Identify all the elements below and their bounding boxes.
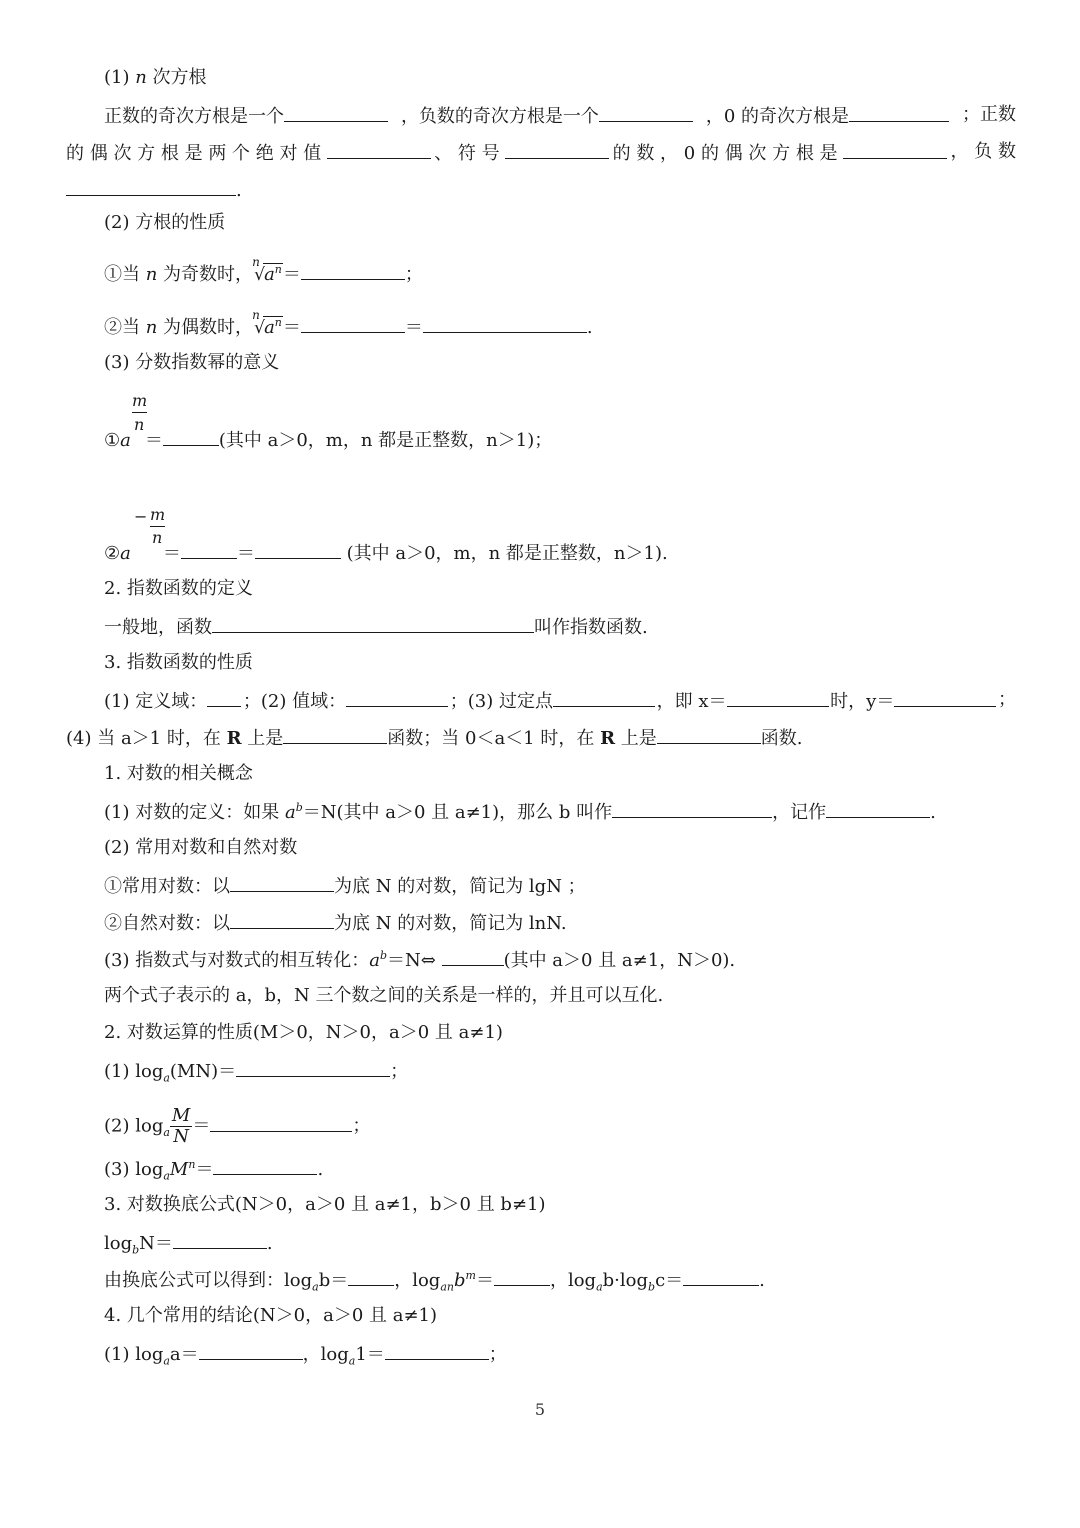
root-property-even: ②当 n 为偶数时， n √ $a^n=$ ＝ .: [104, 308, 593, 338]
blank[interactable]: [66, 178, 236, 196]
radical-expression: n √ $a^n$: [252, 255, 282, 285]
section-title-log-concepts: 1. 对数的相关概念: [104, 763, 253, 784]
blank[interactable]: [173, 1231, 267, 1249]
blank[interactable]: [301, 315, 405, 333]
exponent-denominator: n: [134, 415, 145, 434]
blank[interactable]: [553, 689, 655, 707]
blank[interactable]: [230, 911, 334, 929]
change-of-base-formula: $\log_bN=$ .: [104, 1233, 273, 1257]
blank[interactable]: [163, 428, 219, 446]
blank[interactable]: [843, 141, 947, 159]
exp-properties-line-1: (1) 定义域： ；(2) 值域： ；(3) 过定点 ，即 x＝ 时，y＝ ；: [104, 689, 1016, 712]
blank[interactable]: [212, 615, 534, 633]
blank[interactable]: [599, 104, 693, 122]
blank[interactable]: [505, 141, 609, 159]
blank[interactable]: [423, 315, 587, 333]
blank[interactable]: [301, 262, 405, 280]
exp-properties-line-2: (4) 当 a＞1 时，在 R 上是 函数；当 0＜a＜1 时，在 R 上是 函数.: [66, 728, 803, 749]
common-results-line: (1) $\log_aa=$ ，$\log_a1=$ ；: [104, 1344, 507, 1368]
blank[interactable]: [236, 1059, 390, 1077]
section-title-root-properties: (2) 方根的性质: [104, 212, 226, 233]
blank[interactable]: [346, 689, 448, 707]
blank[interactable]: [849, 104, 949, 122]
blank[interactable]: [494, 1268, 550, 1286]
section-title-log-operations: 2. 对数运算的性质(M＞0，N＞0，a＞0 且 a≠1): [104, 1022, 503, 1043]
common-log-line: ①常用对数：以 为底 N 的对数，简记为 lgN ；: [104, 876, 586, 897]
root-property-odd: ①当 n 为奇数时， n √ $a^n=$ ；: [104, 255, 423, 285]
exponent-denominator: n: [152, 528, 163, 547]
blank[interactable]: [327, 141, 431, 159]
blank[interactable]: [727, 689, 829, 707]
blank[interactable]: [255, 541, 341, 559]
nth-root-line-1: 正数的奇次方根是一个 ，负数的奇次方根是一个 ，0 的奇次方根是 ；正数: [104, 104, 1016, 127]
blank[interactable]: [612, 800, 772, 818]
nth-root-line-3: .: [66, 178, 242, 202]
blank[interactable]: [199, 1342, 303, 1360]
conversion-note: 两个式子表示的 a，b，N 三个数之间的关系是一样的，并且可以互化.: [104, 985, 664, 1006]
section-title-exp-properties: 3. 指数函数的性质: [104, 652, 253, 673]
log-definition: (1) 对数的定义：如果 $a^b=N$(其中 a＞0 且 a≠1)，那么 b 叫作 ，记作 .: [104, 801, 936, 823]
blank[interactable]: [181, 541, 237, 559]
blank[interactable]: [230, 874, 334, 892]
exp-definition-line: 一般地，函数 叫作指数函数.: [104, 617, 648, 638]
section-title-nth-root: (1) n 次方根: [104, 67, 207, 88]
exponent-numerator: m: [132, 390, 147, 413]
log-product-rule: (1) $\log_a(MN)=$ ；: [104, 1061, 409, 1085]
exponent-negative-sign: −: [134, 507, 148, 526]
log-common-natural-title: (2) 常用对数和自然对数: [104, 837, 298, 858]
blank[interactable]: [683, 1268, 759, 1286]
section-title-exp-definition: 2. 指数函数的定义: [104, 578, 253, 599]
section-title-fractional-exponent: (3) 分数指数幂的意义: [104, 352, 280, 373]
log-quotient-rule: (2) $\log_a$ $\frac{M}{N}$ ＝ ；: [104, 1105, 371, 1147]
blank[interactable]: [894, 689, 996, 707]
section-title-common-results: 4. 几个常用的结论(N＞0，a＞0 且 a≠1): [104, 1305, 438, 1326]
exponent-numerator: m: [150, 504, 165, 527]
blank[interactable]: [442, 948, 504, 966]
fraction-m-over-n: $\frac{M}{N}$: [171, 1105, 191, 1147]
nth-root-line-2: 的 偶 次 方 根 是 两 个 绝 对 值 、 符 号 的 数 ， 0 的 偶 次 方 根 是 ， 负 数: [66, 141, 1016, 164]
blank[interactable]: [283, 726, 387, 744]
blank[interactable]: [348, 1268, 394, 1286]
natural-log-line: ②自然对数：以 为底 N 的对数，简记为 lnN.: [104, 913, 567, 934]
change-of-base-derived: 由换底公式可以得到：$\log_ab=$ ，$\log_{an}b^m=$ ，$\log_ab\cdot\log_bc=$ .: [104, 1269, 765, 1294]
blank[interactable]: [210, 1114, 352, 1132]
blank[interactable]: [826, 800, 930, 818]
fractional-exponent-positive: ①a ＝ (其中 a＞0，m，n 都是正整数，n＞1)；: [104, 430, 553, 451]
radical-expression: n √ $a^n$: [252, 308, 282, 338]
blank[interactable]: [207, 689, 241, 707]
blank[interactable]: [213, 1157, 317, 1175]
fractional-exponent-negative: ②a ＝ ＝ (其中 a＞0，m，n 都是正整数，n＞1).: [104, 543, 668, 564]
blank[interactable]: [284, 104, 388, 122]
page-number: 5: [534, 1400, 546, 1419]
blank[interactable]: [385, 1342, 489, 1360]
section-title-change-of-base: 3. 对数换底公式(N＞0，a＞0 且 a≠1，b＞0 且 b≠1): [104, 1194, 546, 1215]
exp-log-conversion: (3) 指数式与对数式的相互转化：$a^b=N\Leftrightarrow$ (其中 a＞0 且 a≠1，N＞0).: [104, 949, 736, 971]
blank[interactable]: [657, 726, 761, 744]
log-power-rule: (3) $\log_aM^n=$ .: [104, 1158, 324, 1183]
